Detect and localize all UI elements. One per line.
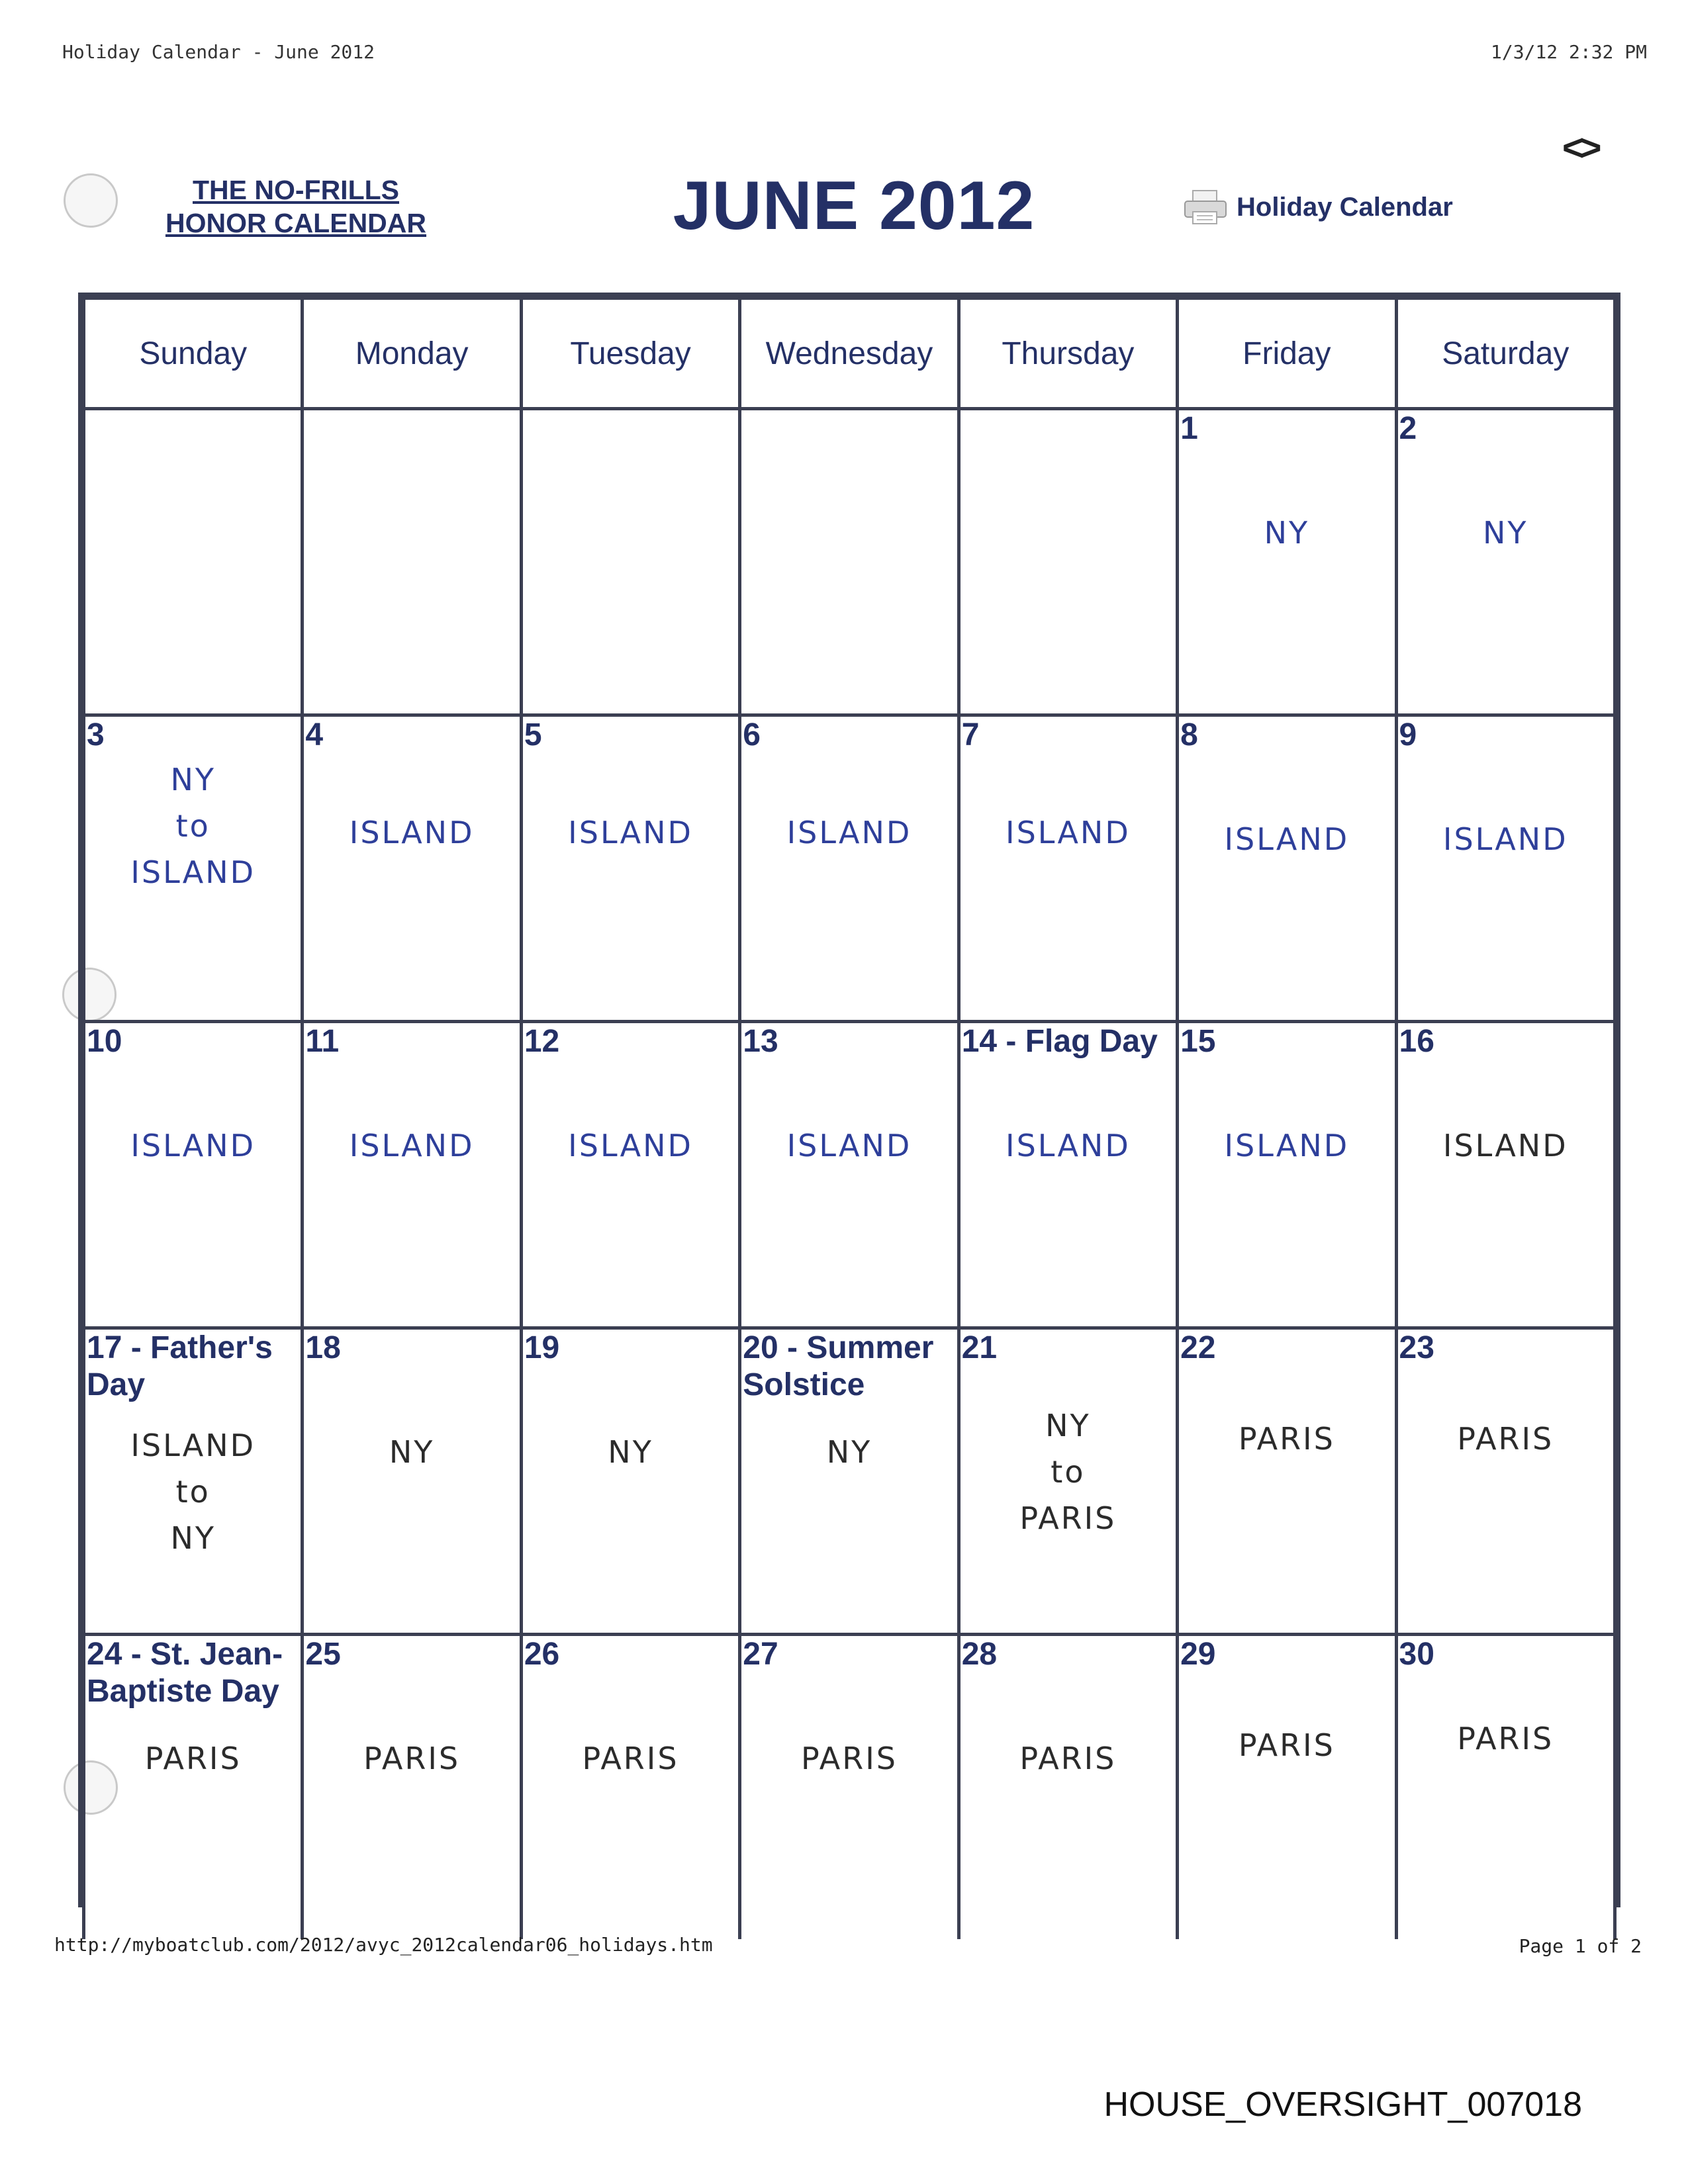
day-cell[interactable] — [303, 409, 521, 715]
week-row — [84, 1635, 1615, 1940]
day-label — [1399, 1636, 1434, 1673]
day-cell[interactable] — [1396, 1328, 1615, 1635]
day-cell[interactable] — [1396, 409, 1615, 715]
day-number: 14 — [961, 1024, 998, 1059]
holiday-name: - Summer Solstice — [743, 1330, 934, 1402]
day-cell[interactable] — [303, 715, 521, 1022]
handwritten-note: PARIS — [144, 1741, 242, 1776]
day-cell[interactable] — [521, 1022, 739, 1328]
handwritten-note: ISLAND — [349, 815, 475, 850]
day-cell[interactable] — [84, 409, 303, 715]
holiday-calendar-link[interactable] — [1182, 188, 1453, 226]
day-label — [305, 1636, 340, 1673]
weekday-header: Tuesday — [521, 298, 739, 409]
day-number: 12 — [524, 1024, 560, 1059]
day-label — [87, 1023, 122, 1060]
day-number: 3 — [87, 717, 105, 752]
weekday-header: Friday — [1178, 298, 1396, 409]
day-number: 19 — [524, 1330, 560, 1365]
calendar-grid — [78, 293, 1620, 1907]
day-cell[interactable] — [84, 1635, 303, 1940]
day-label — [1180, 1330, 1215, 1367]
day-label — [1399, 717, 1417, 754]
handwritten-note: ISLAND — [1006, 815, 1131, 850]
day-cell[interactable] — [740, 409, 959, 715]
day-cell[interactable] — [1178, 1022, 1396, 1328]
day-number: 2 — [1399, 411, 1417, 446]
day-label — [524, 1636, 559, 1673]
week-row — [84, 715, 1615, 1022]
print-header-timestamp: 1/3/12 2:32 PM — [1490, 41, 1647, 63]
day-number: 20 — [743, 1330, 778, 1365]
print-header-title: Holiday Calendar - June 2012 — [62, 41, 375, 63]
day-label — [87, 717, 105, 754]
day-cell[interactable] — [959, 1635, 1177, 1940]
handwritten-note: PARIS — [1019, 1741, 1117, 1776]
day-cell[interactable] — [1396, 715, 1615, 1022]
honor-calendar-link[interactable] — [154, 173, 438, 240]
day-cell[interactable] — [959, 715, 1177, 1022]
day-number: 1 — [1180, 411, 1198, 446]
handwritten-note: NY to ISLAND — [130, 762, 256, 890]
day-number: 15 — [1180, 1024, 1216, 1059]
day-cell[interactable] — [303, 1022, 521, 1328]
handwritten-note: ISLAND to NY — [130, 1428, 256, 1556]
day-cell[interactable] — [1396, 1635, 1615, 1940]
day-cell[interactable] — [521, 409, 739, 715]
holiday-name: - Flag Day — [997, 1024, 1158, 1059]
handwritten-note: PARIS — [800, 1741, 898, 1776]
day-number: 23 — [1399, 1330, 1434, 1365]
weekday-header: Monday — [303, 298, 521, 409]
holiday-name: - St. Jean-Baptiste Day — [87, 1637, 283, 1709]
day-label — [524, 717, 542, 754]
day-label — [1180, 1023, 1215, 1060]
day-label — [962, 1330, 997, 1367]
day-label — [305, 717, 323, 754]
day-number: 8 — [1180, 717, 1198, 752]
honor-title-line1: THE NO-FRILLS — [192, 175, 400, 205]
day-label — [962, 1023, 1158, 1060]
day-number: 11 — [305, 1024, 340, 1059]
handwritten-note: ISLAND — [568, 1128, 693, 1163]
day-cell[interactable] — [84, 1022, 303, 1328]
day-label — [1399, 410, 1417, 447]
day-number: 9 — [1399, 717, 1417, 752]
day-number: 27 — [743, 1637, 778, 1672]
day-number: 18 — [305, 1330, 341, 1365]
day-cell[interactable] — [1178, 1328, 1396, 1635]
handwritten-note: ISLAND — [349, 1128, 475, 1163]
day-cell[interactable] — [521, 715, 739, 1022]
day-label — [524, 1023, 559, 1060]
footer-page-number: Page 1 of 2 — [1519, 1935, 1642, 1957]
handwritten-note: ISLAND — [1224, 1128, 1350, 1163]
day-cell[interactable] — [84, 1328, 303, 1635]
day-cell[interactable] — [521, 1328, 739, 1635]
weekday-header: Thursday — [959, 298, 1177, 409]
day-cell[interactable] — [959, 1328, 1177, 1635]
day-label — [743, 1330, 957, 1404]
weekday-header: Wednesday — [740, 298, 959, 409]
day-cell[interactable] — [1178, 715, 1396, 1022]
day-number: 28 — [961, 1637, 998, 1672]
handwritten-note: NY — [826, 1434, 872, 1470]
day-number: 21 — [961, 1330, 998, 1365]
handwritten-note: ISLAND — [786, 815, 912, 850]
week-row — [84, 409, 1615, 715]
handwritten-note: ISLAND — [1224, 821, 1350, 857]
honor-title-line2: HONOR CALENDAR — [165, 208, 427, 238]
day-label — [1399, 1023, 1434, 1060]
day-label — [87, 1330, 301, 1404]
day-number: 13 — [743, 1024, 778, 1059]
day-number: 24 — [87, 1637, 122, 1672]
handwritten-note: ISLAND — [1442, 1128, 1568, 1163]
handwritten-note: PARIS — [1238, 1727, 1335, 1763]
handwritten-note: PARIS — [1457, 1421, 1554, 1457]
day-cell[interactable] — [959, 409, 1177, 715]
day-number: 25 — [305, 1637, 341, 1672]
weekday-header-row — [84, 298, 1615, 409]
handwritten-note: NY — [389, 1434, 435, 1470]
day-number: 17 — [87, 1330, 122, 1365]
day-cell[interactable] — [740, 1328, 959, 1635]
day-number: 22 — [1180, 1330, 1216, 1365]
handwritten-note: PARIS — [1457, 1721, 1554, 1756]
day-number: 5 — [524, 717, 542, 752]
handwritten-note: PARIS — [582, 1741, 679, 1776]
punch-hole — [64, 173, 118, 228]
day-label — [962, 1636, 997, 1673]
day-number: 10 — [87, 1024, 122, 1059]
day-label — [1180, 717, 1198, 754]
holiday-calendar-label: Holiday Calendar — [1237, 192, 1453, 222]
weekday-header: Sunday — [84, 298, 303, 409]
week-row — [84, 1022, 1615, 1328]
handwritten-note: ISLAND — [1442, 821, 1568, 857]
footer-url: http://myboatclub.com/2012/avyc_2012calendar06_holidays.htm — [54, 1934, 713, 1956]
day-label — [305, 1023, 339, 1060]
day-number: 26 — [524, 1637, 560, 1672]
handwritten-note: ISLAND — [786, 1128, 912, 1163]
day-number: 16 — [1399, 1024, 1434, 1059]
day-label — [305, 1330, 340, 1367]
weekday-header: Saturday — [1396, 298, 1615, 409]
month-nav-arrows[interactable]: <> — [1562, 126, 1598, 168]
day-cell[interactable] — [521, 1635, 739, 1940]
holiday-name: - Father's Day — [87, 1330, 273, 1402]
day-cell[interactable] — [740, 1635, 959, 1940]
handwritten-note: NY — [1264, 515, 1310, 551]
handwritten-note: NY — [608, 1434, 653, 1470]
day-cell[interactable] — [740, 1022, 959, 1328]
day-number: 4 — [305, 717, 324, 752]
handwritten-note: ISLAND — [568, 815, 693, 850]
day-cell[interactable] — [1178, 1635, 1396, 1940]
day-number: 6 — [743, 717, 761, 752]
handwritten-note: ISLAND — [130, 1128, 256, 1163]
day-label — [962, 717, 980, 754]
day-cell[interactable] — [1178, 409, 1396, 715]
day-cell[interactable] — [84, 715, 303, 1022]
day-cell[interactable] — [1396, 1022, 1615, 1328]
page-title: JUNE 2012 — [673, 167, 1035, 244]
day-label — [1180, 410, 1198, 447]
day-cell[interactable] — [740, 715, 959, 1022]
day-label — [87, 1636, 301, 1710]
day-cell[interactable] — [303, 1328, 521, 1635]
day-number: 30 — [1399, 1637, 1434, 1672]
handwritten-note: PARIS — [1238, 1421, 1335, 1457]
day-label — [524, 1330, 559, 1367]
handwritten-note: PARIS — [363, 1741, 461, 1776]
day-label — [743, 1636, 778, 1673]
bates-number: HOUSE_OVERSIGHT_007018 — [1103, 2085, 1582, 2124]
day-number: 7 — [961, 717, 980, 752]
handwritten-note: NY — [1483, 515, 1528, 551]
day-cell[interactable] — [303, 1635, 521, 1940]
handwritten-note: ISLAND — [1006, 1128, 1131, 1163]
day-cell[interactable] — [959, 1022, 1177, 1328]
printer-icon — [1182, 188, 1230, 226]
week-row — [84, 1328, 1615, 1635]
day-number: 29 — [1180, 1637, 1216, 1672]
day-label — [743, 717, 761, 754]
day-label — [743, 1023, 778, 1060]
day-label — [1180, 1636, 1215, 1673]
day-label — [1399, 1330, 1434, 1367]
handwritten-note: NY to PARIS — [1019, 1408, 1117, 1536]
